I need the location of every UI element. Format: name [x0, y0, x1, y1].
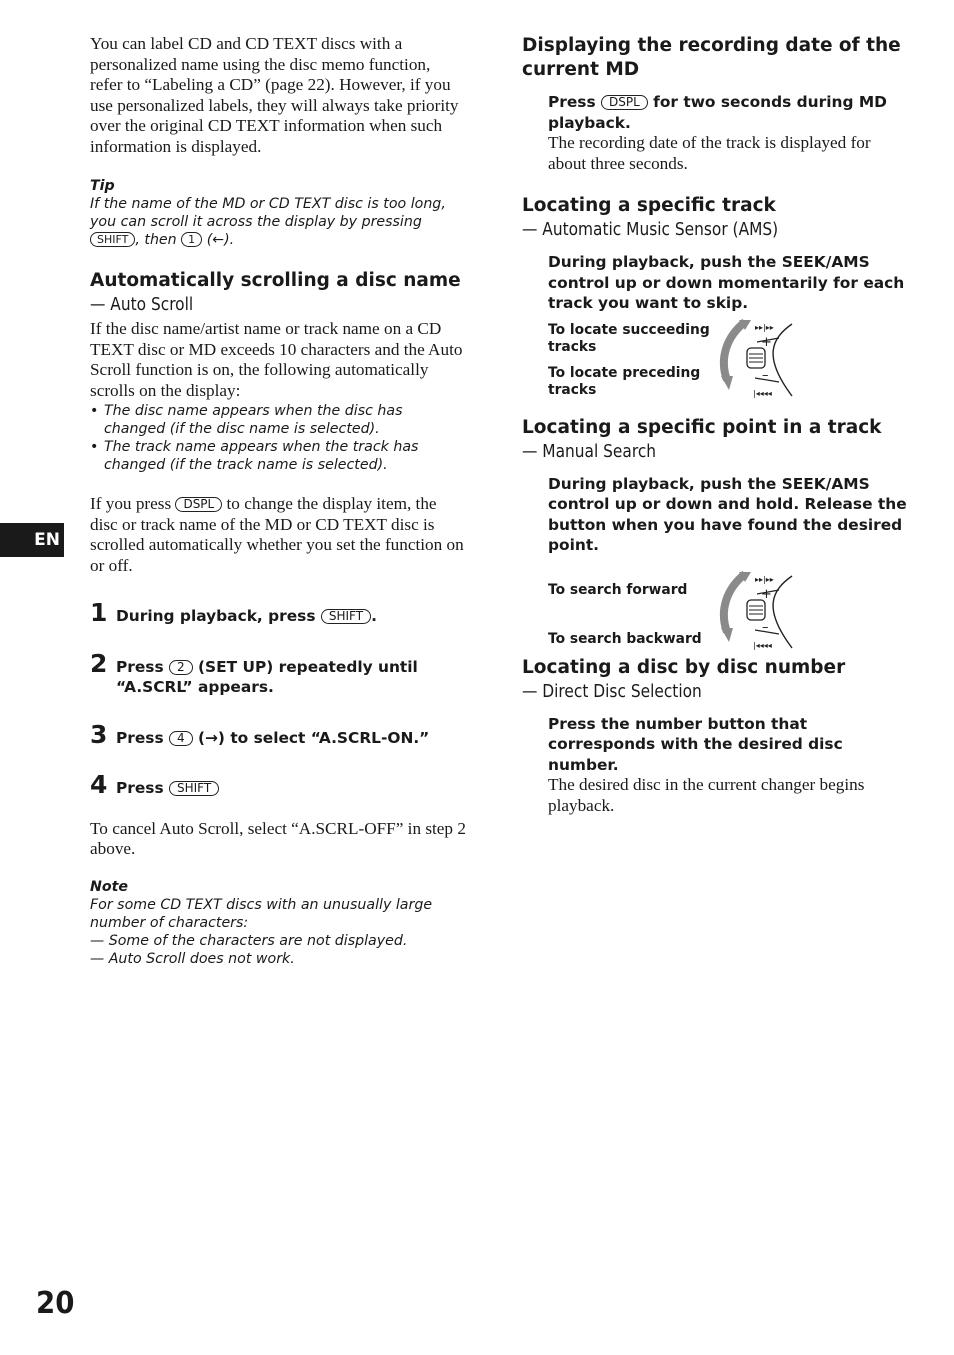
direct-disc-subheading: — Direct Disc Selection	[522, 681, 702, 702]
recording-date-instruction: Press DSPL for two seconds during MD playback.	[548, 93, 887, 132]
manual-search-section	[522, 416, 907, 650]
right-column	[522, 34, 907, 816]
steps-list	[90, 598, 466, 799]
manual-label-down: To search backward	[548, 630, 702, 647]
note-line: For some CD TEXT discs with an unusually large number of characters:	[90, 896, 433, 931]
svg-text:+: +	[761, 334, 772, 350]
recording-date-section	[522, 34, 907, 174]
ams-heading: Locating a specific track	[522, 195, 776, 216]
manual-search-instruction: During playback, push the SEEK/AMS control up or down and hold. Release the button when you have found the desired point.	[548, 474, 907, 554]
dspl-paragraph: If you press DSPL to change the display item, the disc or track name of the MD or CD TEXT disc is scrolled automatically whether you set the function on or off.	[90, 494, 464, 575]
ams-subheading: — Automatic Music Sensor (AMS)	[522, 220, 779, 240]
direct-disc-section	[522, 656, 907, 817]
step-3: 3 Press 4 (→) to select “A.SCRL-ON.”	[90, 719, 430, 749]
manual-label-up: To search forward	[548, 581, 688, 598]
key-1-icon: 1	[181, 232, 202, 247]
auto-scroll-subheading: — Auto Scroll	[90, 295, 194, 315]
manual-search-subheading: — Manual Search	[522, 441, 657, 462]
tip-block	[90, 177, 466, 249]
svg-text:–: –	[762, 619, 769, 635]
direct-disc-heading: Locating a disc by disc number	[522, 656, 846, 678]
ams-label-down: To locate preceding tracks	[548, 364, 701, 398]
step-4: 4 Press SHIFT	[90, 778, 466, 799]
step-1: 1 During playback, press SHIFT .	[90, 598, 377, 627]
page-number: 20	[36, 1286, 75, 1321]
seek-ams-control-icon	[717, 570, 802, 652]
ams-diagram	[522, 322, 907, 402]
cancel-paragraph: To cancel Auto Scroll, select “A.SCRL-OFF” in step 2 above.	[90, 818, 466, 858]
key-2-icon: 2	[169, 660, 193, 675]
direct-disc-description: The desired disc in the current changer begins playback.	[548, 775, 865, 815]
auto-scroll-heading: Automatically scrolling a disc name	[90, 270, 461, 291]
language-tab: EN	[0, 523, 64, 557]
svg-text:▸▸|▸▸: ▸▸|▸▸	[755, 322, 774, 332]
auto-scroll-body: If the disc name/artist name or track name on a CD TEXT disc or MD exceeds 10 characters and the Auto Scroll function is on, the following automatically scrolls on the display:	[90, 319, 463, 400]
shift-key-icon: SHIFT	[321, 609, 371, 624]
note-line: — Auto Scroll does not work.	[90, 950, 295, 967]
direct-disc-instruction: Press the number button that corresponds with the desired disc number.	[548, 714, 843, 774]
ams-label-up: To locate succeeding tracks	[548, 321, 710, 355]
seek-ams-control-icon	[717, 318, 802, 400]
note-label: Note	[90, 878, 129, 895]
svg-text:|◂◂◂◂: |◂◂◂◂	[753, 388, 772, 398]
note-block	[90, 878, 466, 968]
tip-label: Tip	[90, 178, 115, 194]
key-4-icon: 4	[169, 731, 193, 746]
ams-section	[522, 194, 907, 402]
manual-search-heading: Locating a specific point in a track	[522, 416, 882, 438]
svg-text:|◂◂◂◂: |◂◂◂◂	[753, 640, 772, 650]
bullet-item: • The disc name appears when the disc has changed (if the disc name is selected).	[90, 402, 466, 438]
shift-key-icon: SHIFT	[90, 232, 135, 247]
manual-search-diagram	[522, 570, 907, 650]
intro-paragraph: You can label CD and CD TEXT discs with a personalized name using the disc memo function, refer to “Labeling a CD” (page 22). However, if you use personalized labels, they will always take priority over the original CD TEXT information when such information is displayed.	[90, 34, 459, 156]
recording-date-description: The recording date of the track is displayed for about three seconds.	[548, 133, 871, 173]
svg-text:+: +	[761, 586, 772, 602]
shift-key-icon: SHIFT	[169, 781, 219, 796]
left-column	[90, 34, 466, 968]
note-line: — Some of the characters are not displayed.	[90, 932, 408, 949]
svg-text:–: –	[762, 367, 769, 383]
svg-text:▸▸|▸▸: ▸▸|▸▸	[755, 574, 774, 584]
dspl-key-icon: DSPL	[175, 497, 222, 512]
dspl-key-icon: DSPL	[601, 95, 648, 110]
recording-date-heading: Displaying the recording date of the current MD	[522, 35, 901, 80]
bullet-item: • The track name appears when the track has changed (if the track name is selected).	[90, 438, 466, 474]
auto-scroll-section	[90, 269, 466, 576]
ams-instruction: During playback, push the SEEK/AMS control up or down momentarily for each track you want to skip.	[548, 253, 905, 312]
tip-text: If the name of the MD or CD TEXT disc is too long, you can scroll it across the display by pressing SHIFT , then 1 (←).	[90, 196, 446, 248]
step-2: 2 Press 2 (SET UP) repeatedly until “A.SCRL” appears.	[90, 648, 418, 696]
